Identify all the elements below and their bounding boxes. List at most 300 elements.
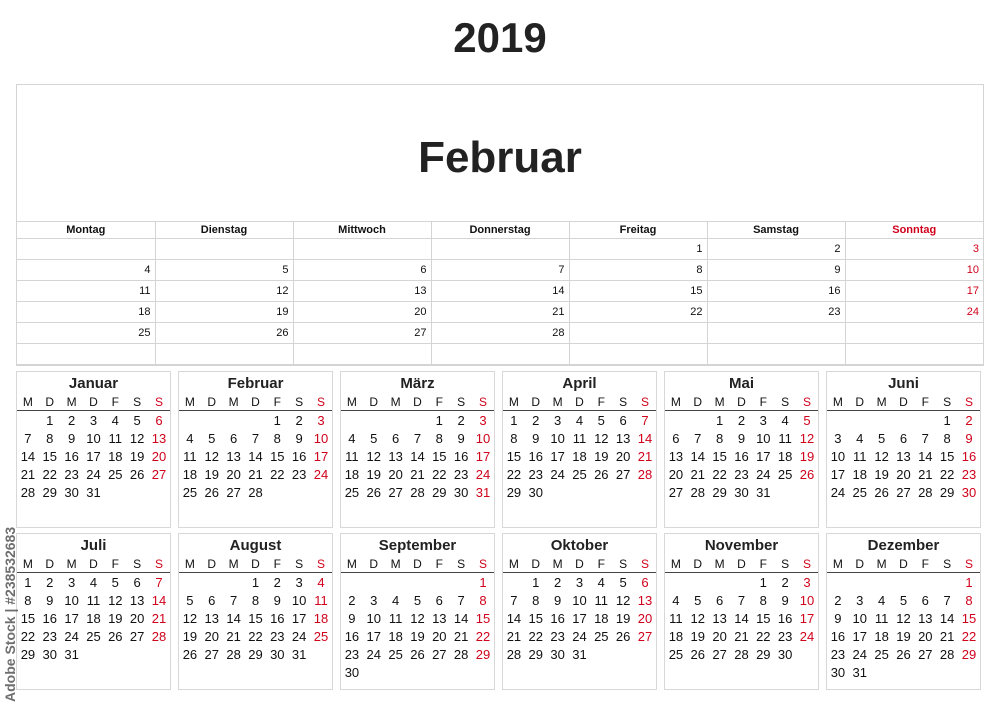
mini-day: 13 — [918, 610, 933, 626]
mini-day: 31 — [756, 484, 771, 500]
mini-day — [104, 645, 126, 663]
day-cell — [17, 344, 155, 365]
mini-week-row — [179, 429, 332, 447]
mini-day: 8 — [46, 430, 54, 446]
day-cell — [155, 239, 293, 260]
mini-weekday-label: D — [731, 555, 753, 573]
mini-day: 22 — [961, 628, 977, 644]
mini-month-mai — [664, 371, 819, 528]
mini-day — [503, 573, 525, 592]
mini-weekday-label: D — [363, 393, 385, 411]
mini-week-row — [17, 483, 170, 501]
mini-week-row — [179, 645, 332, 663]
mini-day: 16 — [777, 610, 793, 626]
mini-day: 28 — [20, 484, 36, 500]
weekday-header-freitag: Freitag — [569, 222, 707, 239]
mini-day: 21 — [410, 466, 425, 482]
mini-day — [796, 645, 818, 663]
mini-day: 15 — [961, 610, 977, 626]
mini-day: 14 — [637, 430, 653, 446]
mini-month-title: September — [378, 537, 457, 554]
mini-week-row — [179, 609, 332, 627]
mini-day: 13 — [226, 448, 241, 464]
mini-week-row — [17, 447, 170, 465]
mini-day: 8 — [715, 430, 724, 446]
mini-day: 16 — [270, 610, 285, 626]
mini-day: 29 — [506, 484, 522, 500]
mini-week-row — [827, 627, 980, 645]
mini-day: 12 — [182, 610, 198, 626]
mini-day: 16 — [344, 628, 360, 644]
mini-weekday-label: F — [104, 555, 126, 573]
mini-day: 18 — [852, 466, 867, 482]
day-cell: 18 — [17, 302, 155, 323]
mini-day: 13 — [896, 448, 911, 464]
mini-day: 19 — [204, 466, 219, 482]
mini-weekday-label: S — [958, 555, 980, 573]
mini-day: 15 — [528, 610, 543, 626]
mini-day: 16 — [528, 448, 543, 464]
mini-day: 18 — [594, 610, 609, 626]
mini-day: 29 — [961, 646, 977, 662]
mini-day: 19 — [108, 610, 123, 626]
mini-day: 17 — [366, 628, 381, 644]
mini-day: 4 — [856, 430, 864, 446]
mini-day: 10 — [64, 592, 79, 608]
mini-day: 24 — [572, 628, 587, 644]
mini-day — [827, 411, 849, 430]
mini-weekday-label: S — [126, 555, 148, 573]
mini-weekday-label: S — [148, 393, 170, 411]
mini-weekday-label: S — [774, 393, 796, 411]
mini-day: 12 — [594, 430, 609, 446]
mini-day: 5 — [208, 430, 216, 446]
mini-week-row — [17, 465, 170, 483]
weekday-header-sonntag: Sonntag — [845, 222, 983, 239]
mini-week-row — [341, 663, 494, 681]
mini-day: 8 — [510, 430, 518, 446]
mini-day — [17, 411, 39, 430]
mini-day: 9 — [295, 430, 303, 446]
mini-weekday-label: F — [428, 555, 450, 573]
mini-weekday-row — [179, 393, 332, 411]
mini-day: 14 — [918, 448, 933, 464]
day-cell — [155, 344, 293, 365]
mini-day: 30 — [830, 664, 846, 680]
mini-day — [341, 573, 363, 592]
mini-weekday-label: S — [612, 393, 634, 411]
mini-day: 1 — [965, 574, 973, 590]
day-cell: 27 — [293, 323, 431, 344]
mini-week-row — [503, 447, 656, 465]
mini-day: 4 — [317, 574, 325, 590]
mini-day: 15 — [248, 610, 263, 626]
mini-weekday-label: S — [796, 393, 818, 411]
mini-day: 16 — [830, 628, 846, 644]
mini-day: 1 — [251, 574, 260, 590]
mini-week-row — [17, 627, 170, 645]
mini-day: 29 — [20, 646, 36, 662]
mini-day: 2 — [457, 412, 465, 428]
mini-week-row — [503, 645, 656, 663]
mini-day: 8 — [943, 430, 951, 446]
mini-day — [893, 663, 915, 681]
mini-month-grid — [665, 393, 818, 501]
mini-weekday-label: F — [752, 393, 774, 411]
day-cell — [845, 323, 983, 344]
mini-weekday-row — [827, 393, 980, 411]
weekday-header-montag: Montag — [17, 222, 155, 239]
mini-week-row — [179, 411, 332, 430]
day-cell — [293, 239, 431, 260]
mini-day: 25 — [344, 484, 360, 500]
mini-day: 6 — [715, 592, 724, 608]
mini-day: 29 — [475, 646, 491, 662]
mini-weekday-label: F — [590, 555, 612, 573]
mini-day: 29 — [42, 484, 57, 500]
mini-day: 20 — [637, 610, 653, 626]
mini-day: 2 — [46, 574, 54, 590]
mini-day: 7 — [251, 430, 260, 446]
day-cell — [707, 323, 845, 344]
mini-day: 5 — [597, 412, 605, 428]
mini-day: 9 — [965, 430, 973, 446]
mini-day: 17 — [550, 448, 565, 464]
mini-day: 7 — [510, 592, 518, 608]
mini-day: 23 — [42, 628, 57, 644]
mini-day: 13 — [615, 430, 631, 446]
mini-day: 6 — [899, 430, 908, 446]
mini-day: 9 — [46, 592, 54, 608]
mini-day: 24 — [799, 628, 815, 644]
mini-day — [148, 645, 170, 663]
mini-day: 30 — [550, 646, 565, 662]
mini-day: 27 — [388, 484, 403, 500]
mini-day: 28 — [226, 646, 241, 662]
mini-day: 20 — [129, 610, 145, 626]
weekday-header-samstag: Samstag — [707, 222, 845, 239]
mini-day: 14 — [410, 448, 425, 464]
mini-day: 25 — [668, 646, 684, 662]
mini-day: 23 — [734, 466, 749, 482]
mini-month-title: Juni — [888, 375, 919, 392]
mini-day: 8 — [435, 430, 443, 446]
mini-day: 11 — [86, 592, 101, 608]
mini-day: 4 — [597, 574, 605, 590]
mini-day: 9 — [532, 430, 540, 446]
mini-day: 10 — [852, 610, 867, 626]
mini-day: 20 — [918, 628, 933, 644]
mini-month-juli — [16, 533, 171, 690]
mini-day: 11 — [778, 430, 792, 446]
mini-day: 25 — [594, 628, 609, 644]
mini-day: 9 — [834, 610, 842, 626]
mini-day: 6 — [155, 412, 163, 428]
mini-day: 20 — [388, 466, 403, 482]
day-cell — [845, 344, 983, 365]
mini-week-row — [827, 591, 980, 609]
mini-month-grid — [827, 393, 980, 501]
mini-day: 4 — [111, 412, 119, 428]
mini-day: 22 — [712, 466, 727, 482]
mini-day: 21 — [637, 448, 653, 464]
mini-day: 10 — [291, 592, 307, 608]
mini-day: 29 — [756, 646, 771, 662]
day-cell: 2 — [707, 239, 845, 260]
mini-day: 1 — [273, 412, 281, 428]
mini-weekday-label: S — [310, 555, 332, 573]
mini-weekday-label: D — [245, 393, 267, 411]
mini-day: 14 — [453, 610, 469, 626]
mini-day: 7 — [457, 592, 465, 608]
mini-day: 20 — [712, 628, 727, 644]
mini-day: 23 — [528, 466, 543, 482]
mini-weekday-label: M — [385, 393, 407, 411]
mini-day: 2 — [67, 412, 76, 428]
mini-day: 29 — [432, 484, 447, 500]
day-cell: 6 — [293, 260, 431, 281]
mini-weekday-label: D — [83, 393, 105, 411]
mini-day: 31 — [86, 484, 101, 500]
day-cell: 8 — [569, 260, 707, 281]
day-cell: 10 — [845, 260, 983, 281]
mini-weekday-label: M — [503, 393, 525, 411]
mini-day: 6 — [619, 412, 627, 428]
mini-day — [634, 645, 656, 663]
mini-day: 9 — [457, 430, 465, 446]
mini-weekday-label: D — [525, 393, 547, 411]
mini-weekday-label: M — [223, 555, 245, 573]
mini-weekday-row — [17, 555, 170, 573]
weekday-header-dienstag: Dienstag — [155, 222, 293, 239]
mini-day — [774, 483, 796, 501]
mini-day: 28 — [151, 628, 167, 644]
day-cell — [431, 344, 569, 365]
mini-day: 20 — [432, 628, 447, 644]
mini-week-row — [17, 645, 170, 663]
mini-day: 14 — [506, 610, 522, 626]
day-cell: 1 — [569, 239, 707, 260]
mini-day: 10 — [756, 430, 771, 446]
mini-day: 3 — [759, 412, 767, 428]
mini-day: 30 — [961, 484, 977, 500]
mini-day: 3 — [834, 430, 842, 446]
mini-day: 29 — [712, 484, 727, 500]
mini-day: 21 — [226, 628, 241, 644]
mini-day: 3 — [89, 412, 98, 428]
mini-day: 24 — [64, 628, 79, 644]
mini-day: 29 — [528, 646, 543, 662]
mini-weekday-label: S — [958, 393, 980, 411]
mini-day: 19 — [182, 628, 198, 644]
mini-day — [363, 663, 385, 681]
mini-weekday-row — [341, 555, 494, 573]
mini-day: 13 — [151, 430, 167, 446]
mini-day: 16 — [64, 448, 79, 464]
mini-day — [871, 663, 893, 681]
mini-weekday-label: D — [39, 555, 61, 573]
mini-day: 5 — [413, 592, 422, 608]
mini-day — [310, 483, 332, 501]
mini-day — [936, 663, 958, 681]
mini-day: 22 — [248, 628, 263, 644]
mini-day: 1 — [532, 574, 540, 590]
mini-day — [148, 483, 170, 501]
mini-day: 22 — [475, 628, 491, 644]
mini-day: 8 — [532, 592, 540, 608]
mini-day: 27 — [712, 646, 727, 662]
mini-day: 14 — [151, 592, 167, 608]
mini-day: 3 — [370, 592, 378, 608]
mini-weekday-row — [17, 393, 170, 411]
mini-day: 19 — [366, 466, 381, 482]
mini-week-row — [179, 465, 332, 483]
mini-day: 2 — [737, 412, 746, 428]
mini-day: 5 — [111, 574, 119, 590]
mini-day: 28 — [939, 646, 955, 662]
mini-day: 5 — [370, 430, 378, 446]
mini-week-row — [827, 645, 980, 663]
mini-weekday-label: S — [450, 555, 472, 573]
mini-day: 11 — [874, 610, 889, 626]
mini-day: 30 — [453, 484, 469, 500]
mini-day: 13 — [204, 610, 219, 626]
mini-day — [266, 483, 288, 501]
mini-day: 16 — [961, 448, 977, 464]
mini-day: 19 — [799, 448, 815, 464]
mini-day: 15 — [756, 610, 771, 626]
mini-week-row — [827, 663, 980, 681]
mini-week-row — [665, 609, 818, 627]
mini-day: 10 — [86, 430, 101, 446]
mini-weekday-label: F — [914, 393, 936, 411]
mini-day: 28 — [248, 484, 263, 500]
mini-week-row — [827, 483, 980, 501]
mini-day: 26 — [108, 628, 123, 644]
mini-weekday-label: D — [245, 555, 267, 573]
mini-month-title: Oktober — [550, 537, 609, 554]
mini-week-row — [341, 465, 494, 483]
mini-day — [590, 483, 612, 501]
mini-week-row — [179, 483, 332, 501]
mini-day: 14 — [939, 610, 955, 626]
mini-day: 2 — [295, 412, 303, 428]
mini-day — [634, 483, 656, 501]
mini-day: 14 — [690, 448, 705, 464]
mini-day: 4 — [877, 592, 886, 608]
mini-day: 2 — [553, 574, 562, 590]
mini-weekday-label: S — [634, 393, 656, 411]
mini-day: 4 — [575, 412, 584, 428]
mini-day: 25 — [777, 466, 793, 482]
mini-day: 20 — [615, 448, 631, 464]
mini-day: 30 — [64, 484, 79, 500]
mini-weekday-label: D — [525, 555, 547, 573]
mini-day: 23 — [291, 466, 307, 482]
mini-weekday-row — [503, 393, 656, 411]
mini-day: 2 — [532, 412, 540, 428]
mini-day: 24 — [756, 466, 771, 482]
mini-day: 23 — [453, 466, 469, 482]
mini-day: 11 — [108, 430, 123, 446]
mini-day: 19 — [896, 628, 911, 644]
mini-day: 21 — [248, 466, 263, 482]
mini-day — [871, 573, 893, 592]
mini-day: 17 — [852, 628, 867, 644]
mini-day: 23 — [344, 646, 360, 662]
mini-month-oktober — [502, 533, 657, 690]
mini-day: 21 — [20, 466, 36, 482]
mini-day: 3 — [317, 412, 325, 428]
mini-day: 16 — [42, 610, 57, 626]
day-cell: 9 — [707, 260, 845, 281]
day-cell: 13 — [293, 281, 431, 302]
mini-weekday-label: D — [687, 393, 709, 411]
mini-day: 12 — [129, 430, 145, 446]
mini-day — [223, 411, 245, 430]
mini-day — [914, 663, 936, 681]
mini-day: 15 — [42, 448, 57, 464]
mini-weekday-row — [179, 555, 332, 573]
mini-day — [83, 645, 105, 663]
mini-week-row — [503, 411, 656, 430]
mini-weekday-label: D — [849, 555, 871, 573]
mini-day: 9 — [737, 430, 746, 446]
day-cell: 14 — [431, 281, 569, 302]
mini-day: 28 — [734, 646, 749, 662]
mini-day: 24 — [830, 484, 846, 500]
mini-day: 18 — [668, 628, 684, 644]
mini-day: 9 — [348, 610, 356, 626]
mini-week-row — [17, 591, 170, 609]
mini-weekday-label: S — [472, 393, 494, 411]
day-cell: 12 — [155, 281, 293, 302]
mini-day: 31 — [475, 484, 491, 500]
mini-day: 26 — [366, 484, 381, 500]
mini-week-row — [17, 411, 170, 430]
day-cell: 28 — [431, 323, 569, 344]
mini-day — [936, 573, 958, 592]
mini-day: 4 — [186, 430, 194, 446]
mini-week-row — [827, 609, 980, 627]
weekday-header-mittwoch: Mittwoch — [293, 222, 431, 239]
mini-day: 1 — [46, 412, 54, 428]
mini-day: 18 — [572, 448, 587, 464]
mini-month-title: Februar — [227, 375, 284, 392]
mini-week-row — [665, 573, 818, 592]
mini-weekday-label: M — [665, 555, 687, 573]
mini-week-row — [827, 411, 980, 430]
mini-day: 10 — [313, 430, 329, 446]
mini-day: 20 — [226, 466, 241, 482]
mini-weekday-label: D — [407, 555, 429, 573]
mini-day: 11 — [594, 592, 609, 608]
mini-day: 21 — [690, 466, 705, 482]
day-cell: 22 — [569, 302, 707, 323]
mini-day: 11 — [314, 592, 328, 608]
mini-week-row — [665, 627, 818, 645]
mini-day: 6 — [229, 430, 238, 446]
day-cell: 25 — [17, 323, 155, 344]
mini-day: 20 — [896, 466, 911, 482]
mini-day: 31 — [291, 646, 307, 662]
mini-day: 28 — [453, 646, 469, 662]
mini-day: 4 — [672, 592, 680, 608]
mini-day: 28 — [690, 484, 705, 500]
mini-day: 17 — [313, 448, 329, 464]
mini-weekday-label: D — [731, 393, 753, 411]
year-title: 2019 — [453, 14, 547, 61]
